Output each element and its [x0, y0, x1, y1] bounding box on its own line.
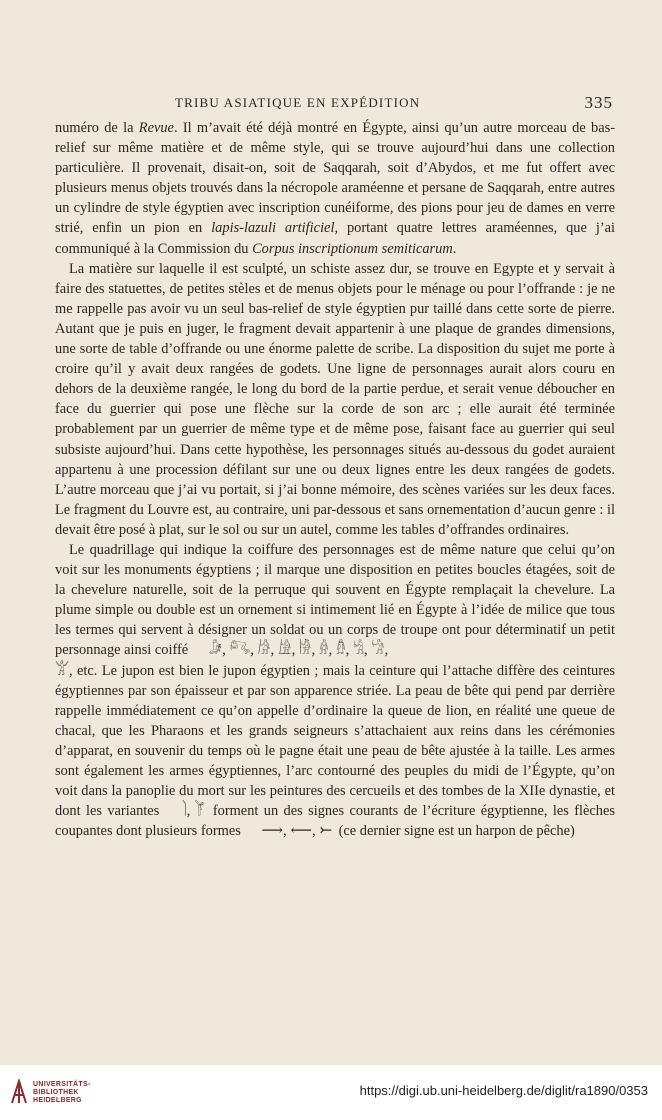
p3-text-c: forment un des signes courants de l’écriture égyptienne, les flèches coupantes dont plusieurs formes	[55, 803, 615, 840]
p1-corpus: Corpus inscriptionum semiticarum	[252, 240, 453, 257]
viewer-footer	[0, 1065, 662, 1120]
paragraph-2: La matière sur laquelle il est sculpté, un schiste assez dur, se trouve en Egypte et y servait à faire des statuettes, de petites stèles et de menus objets pour le ménage ou pour l’offrande : je ne me rappelle pas avoir vu un seul bas-relief de style égyptien pur taillé dans cette sorte de pierre. Autant que je puis en juger, le fragment devait appartenir à une plaque de grandes dimensions, une sorte de table d’offrande ou une énorme palette de scribe. La disposition du sujet me porte à croire qu’il y avait deux rangées de godets. Une ligne de personnages aurait alors couru en dehors de la deuxième rangée, le long du bord de la partie perdue, et serait venue déboucher en face du guerrier qui pose une flèche sur la corde de son arc ; elle aurait été terminée probablement par un guerrier de même type et de même pose, faisant face au guerrier qui seul subsiste aujourd’hui. Dans cette hypothèse, les personnages situés au-dessous du godet auraient appartenu à une procession défilant sur une ou deux lignes entre les deux rangées de godets. L’autre morceau que j’ai vu portait, si j’ai bonne mémoire, des scènes variées sur les deux faces. Le fragment du Louvre est, au contraire, uni par-dessous et sans ornementation d’aucun genre : il devait être posé à plat, sur le sol ou sur un autel, comme les tables d’offrandes ordinaires.	[55, 260, 615, 538]
page-body	[55, 118, 615, 841]
p1-revue: Revue	[138, 120, 174, 136]
paragraph-3	[55, 540, 615, 841]
page-number: 335	[584, 93, 613, 112]
p1-text-d: .	[452, 240, 457, 257]
paragraph-1	[55, 118, 615, 259]
institution-line3: HEIDELBERG	[33, 1097, 82, 1104]
p1-text-c: , portant quatre lettres araméennes, que j’ai communiqué à la Commission du	[55, 220, 616, 257]
p1-text-b: . Il m’avait été déjà montré en Égypte, ainsi qu’un autre morceau de bas-relief sur même matière et de même style, qui se trouve aujourd’hui dans une collection particulière. Il provenait, disait-on, soit de Saqqarah, soit d’Abydos, et me fut offert avec plusieurs menus objets trouvés dans la nécropole araméenne et persane de Saqqarah, entre autres un cylindre de style égyptien avec inscription cunéiforme, des pions pour jeu de dames en verre strié, enfin un pion en	[55, 120, 615, 237]
hieroglyph-last: 𓀠	[55, 662, 69, 679]
source-url-link[interactable]: https://digi.ub.uni-heidelberg.de/diglit/ra1890/0353	[359, 1083, 648, 1098]
p1-lapis: lapis-lazuli artificiel	[211, 220, 335, 237]
institution-line1: UNIVERSITÄTS-	[33, 1081, 91, 1088]
p3-text-b: , etc. Le jupon est bien le jupon égyptien ; mais la ceinture qui l’attache diffère des ceintures égyptiennes par son épaisseur et par son apparence striée. La peau de bête qui pend par derrière rappelle immédiatement ce qu’on appelle d’ordinaire la queue de lion, en réalité une queue de chacal, que les Pharaons et les grands seigneurs s’attachaient aux reins dans les cérémonies d’apparat, en souvenir du temps où le pagne était une peau de bête ajustée à la taille. Les armes sont également les armes égyptiennes, l’arc contourné des peuples du midi de l’Égypte, qu’on voit dans la panoplie du mort sur les peintures des cercueils et des tombes de la XIIe dynastie, et dont les variantes	[55, 662, 615, 820]
p1-text-a: numéro de la	[55, 120, 139, 136]
bow-glyphs: 𓌙, 𓌘	[181, 803, 205, 820]
library-logo-icon	[10, 1079, 28, 1105]
institution-name	[33, 1081, 91, 1105]
p3-text-d: (ce dernier signe est un harpon de pêche)	[335, 823, 575, 840]
p3-text-a: Le quadrillage qui indique la coiffure des personnages est de même nature que celui qu’on voit sur les monuments égyptiens ; il marque une disposition en petites boucles étagées, soit de la chevelure naturelle, soit de la perruque qui souvent en Égypte remplaçait la chevelure. La plume simple ou double est un ornement si intimement lié en Égypte à l’idée de milice que tous les termes qui servent à désigner un soldat ou un corps de troupe ont pour déterminatif un petit personnage ainsi coiffé	[55, 541, 615, 659]
running-title: TRIBU ASIATIQUE EN EXPÉDITION	[175, 95, 421, 110]
arrow-glyphs: ⟶, ⟵, ⤚	[261, 823, 333, 840]
hieroglyph-determinatives: 𓀏, 𓀐, 𓀙, 𓀚, 𓀛, 𓁆, 𓁇, 𓀜, 𓀝,	[208, 642, 389, 659]
institution-line2: BIBLIOTHEK	[33, 1089, 79, 1096]
running-header	[55, 95, 613, 115]
